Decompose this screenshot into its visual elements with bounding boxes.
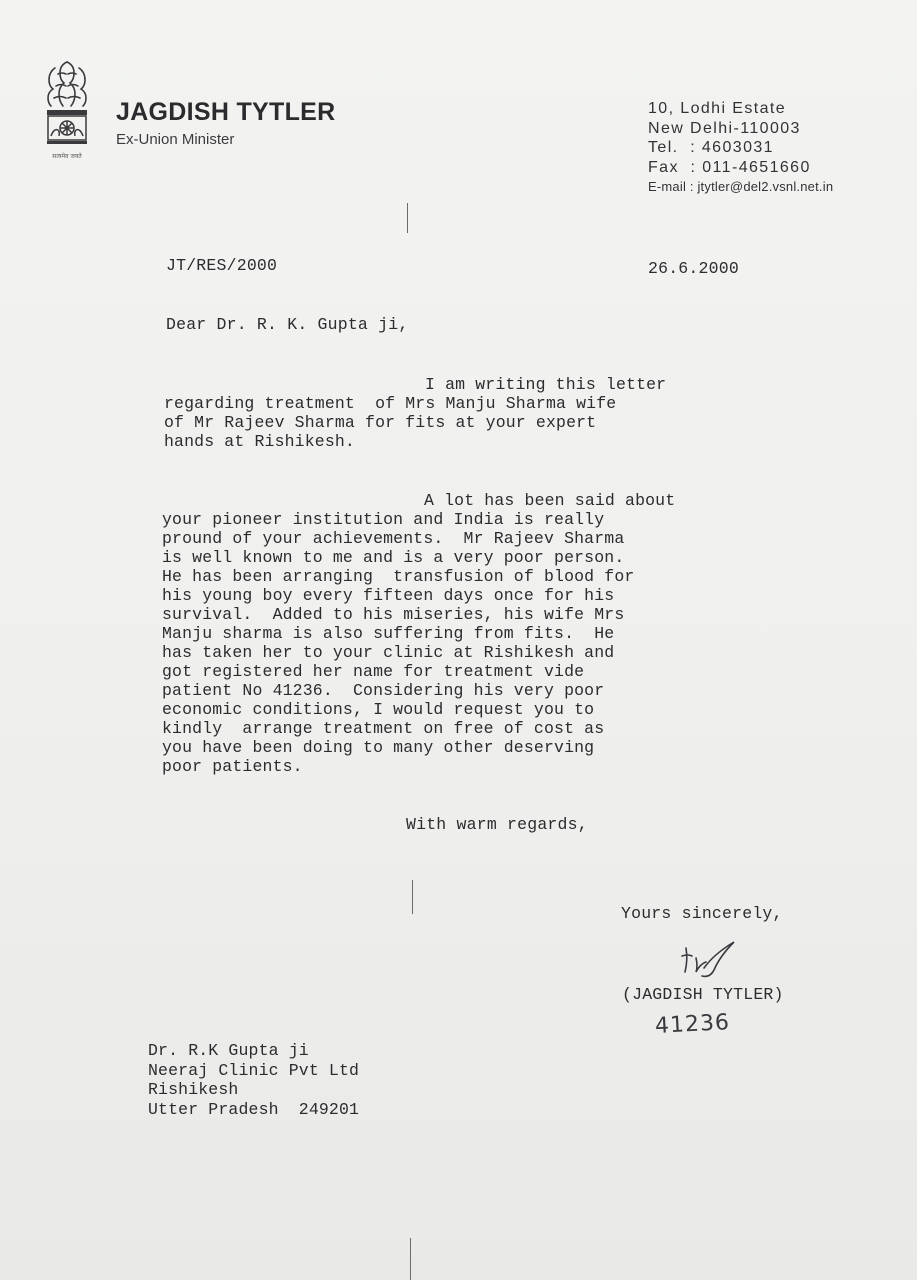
paragraph-line: A lot has been said about — [424, 491, 676, 510]
telephone: Tel. : 4603031 — [648, 139, 774, 156]
handwritten-signature-icon — [676, 938, 746, 984]
paragraph-line: of Mr Rajeev Sharma for fits at your expert — [164, 413, 597, 432]
paragraph-line: patient No 41236. Considering his very poor — [162, 681, 605, 700]
paragraph-line: got registered her name for treatment vide — [162, 662, 585, 681]
contact-block — [648, 99, 833, 197]
signatory-name: (JAGDISH TYTLER) — [622, 985, 784, 1004]
letterhead-name: JAGDISH TYTLER — [116, 98, 336, 126]
paragraph-line: poor patients. — [162, 757, 303, 776]
paragraph-line: you have been doing to many other deserving — [162, 738, 595, 757]
address-line-2: New Delhi-110003 — [648, 119, 801, 137]
paragraph-line: He has been arranging transfusion of blood for — [162, 567, 635, 586]
paragraph-line: pround of your achievements. Mr Rajeev Sharma — [162, 529, 625, 548]
paragraph-1 — [164, 375, 724, 451]
paragraph-line: is well known to me and is a very poor person. — [162, 548, 625, 567]
paragraph-line: economic conditions, I would request you to — [162, 700, 595, 719]
paragraph-line: hands at Rishikesh. — [164, 432, 355, 451]
recipient-line: Rishikesh — [148, 1080, 239, 1099]
recipient-line: Neeraj Clinic Pvt Ltd — [148, 1060, 360, 1080]
paragraph-line: your pioneer institution and India is really — [162, 510, 605, 529]
fax: Fax : 011-4651660 — [648, 158, 811, 176]
reference-number: JT/RES/2000 — [166, 256, 278, 275]
address-line-1: 10, Lodhi Estate — [648, 100, 787, 117]
salutation: Dear Dr. R. K. Gupta ji, — [166, 315, 409, 334]
emblem-motto: सत्यमेव जयते — [52, 153, 82, 160]
paragraph-line: regarding treatment of Mrs Manju Sharma wife — [164, 394, 617, 413]
recipient-line: Dr. R.K Gupta ji — [148, 1041, 309, 1060]
paragraph-line: I am writing this letter — [425, 375, 667, 394]
closing-regards: With warm regards, — [406, 815, 588, 834]
letter-date: 26.6.2000 — [648, 259, 739, 278]
closing: Yours sincerely, — [621, 904, 783, 923]
handwritten-note: 41236 — [654, 1010, 731, 1039]
paragraph-line: Manju sharma is also suffering from fits. He — [162, 624, 615, 643]
fold-mark — [407, 203, 408, 233]
recipient-line: Utter Pradesh 249201 — [148, 1099, 360, 1119]
paragraph-line: his young boy every fifteen days once for his — [162, 586, 615, 605]
paragraph-line: survival. Added to his miseries, his wife Mrs — [162, 605, 625, 624]
fold-mark — [410, 1238, 411, 1280]
email: E-mail : jtytler@del2.vsnl.net.in — [648, 179, 834, 194]
paragraph-line: has taken her to your clinic at Rishikesh and — [162, 643, 615, 662]
recipient-address — [148, 1041, 448, 1119]
paragraph-line: kindly arrange treatment on free of cost as — [162, 719, 605, 738]
fold-mark — [412, 880, 413, 914]
letterhead-title: Ex-Union Minister — [116, 131, 235, 148]
national-emblem-icon — [38, 58, 96, 168]
paragraph-2 — [162, 491, 732, 776]
